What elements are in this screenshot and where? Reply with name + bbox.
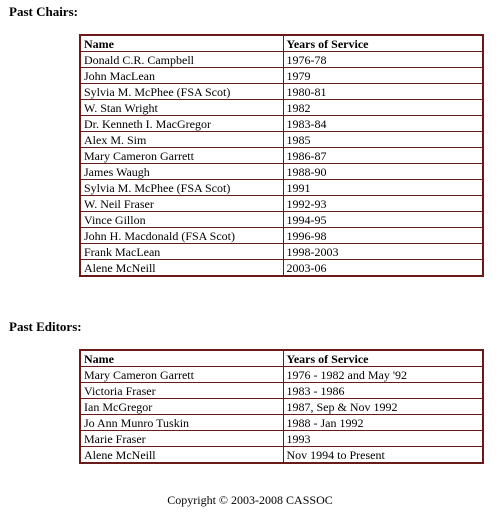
- copyright-notice: Copyright © 2003-2008 CASSOC: [167, 493, 333, 507]
- name-cell: Sylvia M. McPhee (FSA Scot): [80, 84, 283, 100]
- table-row: [80, 244, 483, 260]
- table-row: [80, 148, 483, 164]
- name-cell: Marie Fraser: [80, 431, 283, 447]
- years-cell: 1993: [283, 431, 483, 447]
- name-cell: Mary Cameron Garrett: [80, 367, 283, 383]
- table-row: [80, 367, 483, 383]
- past-chairs-body: [80, 52, 483, 277]
- name-cell: James Waugh: [80, 164, 283, 180]
- table-row: [80, 164, 483, 180]
- years-cell: 1988 - Jan 1992: [283, 415, 483, 431]
- table-row: [80, 431, 483, 447]
- name-cell: Victoria Fraser: [80, 383, 283, 399]
- name-cell: Mary Cameron Garrett: [80, 148, 283, 164]
- past-chairs-heading: Past Chairs:: [9, 4, 78, 19]
- past-editors-body: [80, 367, 483, 464]
- name-cell: Vince Gillon: [80, 212, 283, 228]
- column-header-years: Years of Service: [283, 35, 483, 52]
- years-cell: 1980-81: [283, 84, 483, 100]
- name-cell: John H. Macdonald (FSA Scot): [80, 228, 283, 244]
- name-cell: Ian McGregor: [80, 399, 283, 415]
- name-cell: W. Stan Wright: [80, 100, 283, 116]
- years-cell: 1994-95: [283, 212, 483, 228]
- table-header-row: [80, 350, 483, 367]
- name-cell: Alene McNeill: [80, 260, 283, 277]
- column-header-name: Name: [80, 35, 283, 52]
- years-cell: 1988-90: [283, 164, 483, 180]
- table-row: [80, 383, 483, 399]
- years-cell: 1986-87: [283, 148, 483, 164]
- past-chairs-table: [79, 34, 484, 277]
- table-row: [80, 415, 483, 431]
- years-cell: 1979: [283, 68, 483, 84]
- table-row: [80, 196, 483, 212]
- years-cell: 1987, Sep & Nov 1992: [283, 399, 483, 415]
- column-header-name: Name: [80, 350, 283, 367]
- years-cell: 1991: [283, 180, 483, 196]
- years-cell: 1992-93: [283, 196, 483, 212]
- column-header-years: Years of Service: [283, 350, 483, 367]
- years-cell: 1998-2003: [283, 244, 483, 260]
- past-editors-heading: Past Editors:: [9, 319, 82, 334]
- name-cell: Alex M. Sim: [80, 132, 283, 148]
- table-row: [80, 260, 483, 277]
- name-cell: Alene McNeill: [80, 447, 283, 464]
- name-cell: Frank MacLean: [80, 244, 283, 260]
- name-cell: Dr. Kenneth I. MacGregor: [80, 116, 283, 132]
- years-cell: 1983 - 1986: [283, 383, 483, 399]
- table-row: [80, 68, 483, 84]
- years-cell: 1996-98: [283, 228, 483, 244]
- table-row: [80, 84, 483, 100]
- name-cell: Donald C.R. Campbell: [80, 52, 283, 68]
- past-editors-table: [79, 349, 484, 464]
- table-header-row: [80, 35, 483, 52]
- years-cell: 1982: [283, 100, 483, 116]
- table-row: [80, 447, 483, 464]
- years-cell: Nov 1994 to Present: [283, 447, 483, 464]
- table-row: [80, 132, 483, 148]
- table-row: [80, 180, 483, 196]
- years-cell: 1976 - 1982 and May '92: [283, 367, 483, 383]
- name-cell: John MacLean: [80, 68, 283, 84]
- table-row: [80, 100, 483, 116]
- name-cell: Sylvia M. McPhee (FSA Scot): [80, 180, 283, 196]
- table-row: [80, 399, 483, 415]
- table-row: [80, 116, 483, 132]
- years-cell: 2003-06: [283, 260, 483, 277]
- table-row: [80, 212, 483, 228]
- years-cell: 1983-84: [283, 116, 483, 132]
- name-cell: Jo Ann Munro Tuskin: [80, 415, 283, 431]
- years-cell: 1985: [283, 132, 483, 148]
- name-cell: W. Neil Fraser: [80, 196, 283, 212]
- years-cell: 1976-78: [283, 52, 483, 68]
- table-row: [80, 228, 483, 244]
- table-row: [80, 52, 483, 68]
